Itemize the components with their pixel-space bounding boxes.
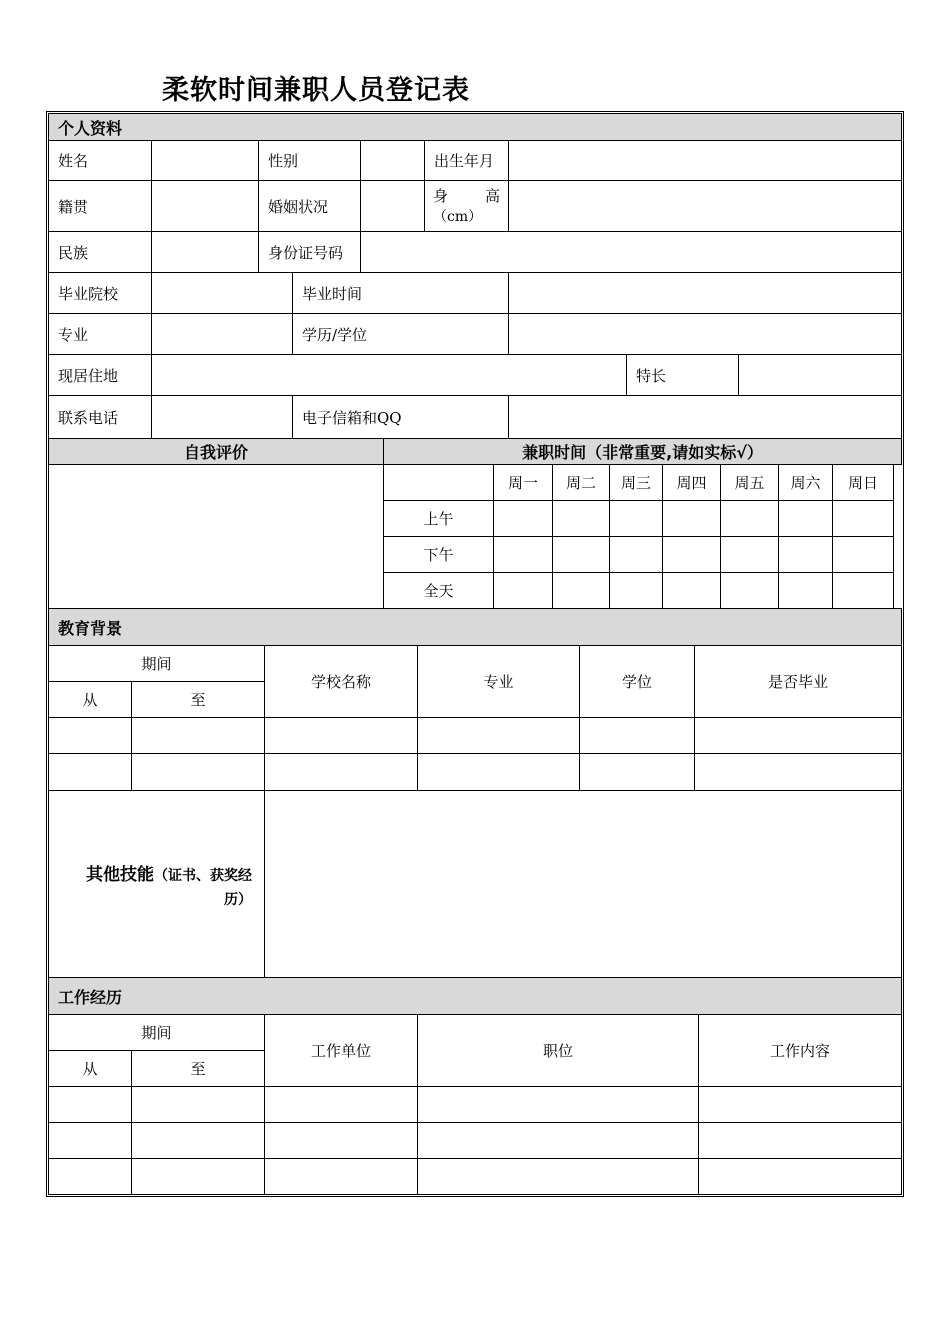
- address-field[interactable]: [151, 354, 627, 396]
- work-position-field[interactable]: [417, 1086, 699, 1123]
- work-to-field[interactable]: [131, 1158, 265, 1195]
- work-from-header: 从: [48, 1050, 132, 1087]
- day-header: 周四: [662, 464, 721, 501]
- id-number-field[interactable]: [360, 231, 902, 273]
- label-marital: 婚姻状况: [258, 180, 361, 232]
- section-header-availability: 兼职时间（非常重要,请如实标√）: [383, 438, 902, 465]
- day-header: 周三: [609, 464, 663, 501]
- availability-cell[interactable]: [662, 536, 721, 573]
- label-phone: 联系电话: [48, 395, 152, 439]
- availability-cell[interactable]: [720, 572, 779, 609]
- work-content-field[interactable]: [698, 1158, 902, 1195]
- availability-cell[interactable]: [609, 536, 663, 573]
- availability-cell[interactable]: [552, 500, 610, 537]
- availability-cell[interactable]: [832, 500, 894, 537]
- availability-cell[interactable]: [493, 536, 553, 573]
- availability-cell[interactable]: [778, 572, 833, 609]
- height-unit: （cm）: [433, 209, 483, 225]
- edu-graduated-field[interactable]: [694, 753, 902, 791]
- availability-cell[interactable]: [493, 572, 553, 609]
- availability-cell[interactable]: [609, 572, 663, 609]
- specialty-field[interactable]: [738, 354, 902, 396]
- edu-graduated-field[interactable]: [694, 717, 902, 754]
- label-height: [424, 180, 509, 232]
- label-address: 现居住地: [48, 354, 152, 396]
- work-from-field[interactable]: [48, 1158, 132, 1195]
- work-to-field[interactable]: [131, 1086, 265, 1123]
- availability-cell[interactable]: [778, 500, 833, 537]
- edu-degree-header: 学位: [579, 645, 695, 718]
- day-header: 周六: [778, 464, 833, 501]
- work-employer-header: 工作单位: [264, 1014, 418, 1087]
- label-major: 专业: [48, 313, 152, 355]
- height-label-2: 高: [484, 187, 500, 205]
- height-label-1: 身: [433, 187, 449, 205]
- label-school: 毕业院校: [48, 272, 152, 314]
- label-specialty: 特长: [626, 354, 739, 396]
- work-to-field[interactable]: [131, 1122, 265, 1159]
- gender-field[interactable]: [360, 140, 425, 181]
- degree-field[interactable]: [508, 313, 902, 355]
- label-gender: 性别: [258, 140, 361, 181]
- section-header-personal: 个人资料: [48, 113, 902, 141]
- edu-period-header: 期间: [48, 645, 265, 682]
- grad-time-field[interactable]: [508, 272, 902, 314]
- availability-cell[interactable]: [832, 536, 894, 573]
- section-header-work: 工作经历: [48, 977, 902, 1015]
- day-header: 周二: [552, 464, 610, 501]
- major-field[interactable]: [151, 313, 293, 355]
- edu-to-field[interactable]: [131, 717, 265, 754]
- edu-from-header: 从: [48, 681, 132, 718]
- availability-cell[interactable]: [662, 572, 721, 609]
- height-field[interactable]: [508, 180, 902, 232]
- marital-field[interactable]: [360, 180, 425, 232]
- work-to-header: 至: [131, 1050, 265, 1087]
- edu-major-field[interactable]: [417, 753, 580, 791]
- birth-field[interactable]: [508, 140, 902, 181]
- edu-graduated-header: 是否毕业: [694, 645, 902, 718]
- availability-cell[interactable]: [720, 500, 779, 537]
- availability-cell[interactable]: [552, 536, 610, 573]
- availability-cell[interactable]: [720, 536, 779, 573]
- work-position-field[interactable]: [417, 1158, 699, 1195]
- availability-cell[interactable]: [552, 572, 610, 609]
- ethnicity-field[interactable]: [151, 231, 259, 273]
- availability-cell[interactable]: [662, 500, 721, 537]
- self-eval-field[interactable]: [48, 464, 384, 609]
- email-field[interactable]: [508, 395, 902, 439]
- skills-label: [48, 790, 265, 978]
- edu-degree-field[interactable]: [579, 753, 695, 791]
- name-field[interactable]: [151, 140, 259, 181]
- label-id-number: 身份证号码: [258, 231, 361, 273]
- edu-major-field[interactable]: [417, 717, 580, 754]
- work-content-header: 工作内容: [698, 1014, 902, 1087]
- label-name: 姓名: [48, 140, 152, 181]
- edu-major-header: 专业: [417, 645, 580, 718]
- section-header-education: 教育背景: [48, 608, 902, 646]
- edu-school-field[interactable]: [264, 717, 418, 754]
- work-employer-field[interactable]: [264, 1086, 418, 1123]
- skills-field[interactable]: [264, 790, 902, 978]
- availability-cell[interactable]: [493, 500, 553, 537]
- skills-title: 其他技能: [86, 864, 154, 885]
- edu-degree-field[interactable]: [579, 717, 695, 754]
- availability-cell[interactable]: [832, 572, 894, 609]
- edu-school-header: 学校名称: [264, 645, 418, 718]
- slot-label: 下午: [383, 536, 494, 573]
- label-grad-time: 毕业时间: [292, 272, 509, 314]
- work-position-field[interactable]: [417, 1122, 699, 1159]
- section-header-self-eval: 自我评价: [48, 438, 384, 465]
- work-content-field[interactable]: [698, 1086, 902, 1123]
- edu-from-field[interactable]: [48, 717, 132, 754]
- work-content-field[interactable]: [698, 1122, 902, 1159]
- slot-label: 全天: [383, 572, 494, 609]
- phone-field[interactable]: [151, 395, 293, 439]
- edu-school-field[interactable]: [264, 753, 418, 791]
- work-employer-field[interactable]: [264, 1122, 418, 1159]
- work-from-field[interactable]: [48, 1122, 132, 1159]
- edu-from-field[interactable]: [48, 753, 132, 791]
- work-position-header: 职位: [417, 1014, 699, 1087]
- day-header: 周日: [832, 464, 894, 501]
- school-field[interactable]: [151, 272, 293, 314]
- form-title: 柔软时间兼职人员登记表: [162, 75, 470, 106]
- availability-cell[interactable]: [778, 536, 833, 573]
- label-native-place: 籍贯: [48, 180, 152, 232]
- label-ethnicity: 民族: [48, 231, 152, 273]
- label-email: 电子信箱和QQ: [292, 395, 509, 439]
- availability-cell[interactable]: [609, 500, 663, 537]
- skills-note: （证书、获奖经: [154, 867, 252, 884]
- edu-to-header: 至: [131, 681, 265, 718]
- day-header: 周一: [493, 464, 553, 501]
- availability-corner: [383, 464, 494, 501]
- label-birth: 出生年月: [424, 140, 509, 181]
- work-from-field[interactable]: [48, 1086, 132, 1123]
- native-place-field[interactable]: [151, 180, 259, 232]
- edu-to-field[interactable]: [131, 753, 265, 791]
- skills-note-cont: 历）: [224, 891, 252, 908]
- label-degree: 学历/学位: [292, 313, 509, 355]
- slot-label: 上午: [383, 500, 494, 537]
- work-period-header: 期间: [48, 1014, 265, 1051]
- work-employer-field[interactable]: [264, 1158, 418, 1195]
- day-header: 周五: [720, 464, 779, 501]
